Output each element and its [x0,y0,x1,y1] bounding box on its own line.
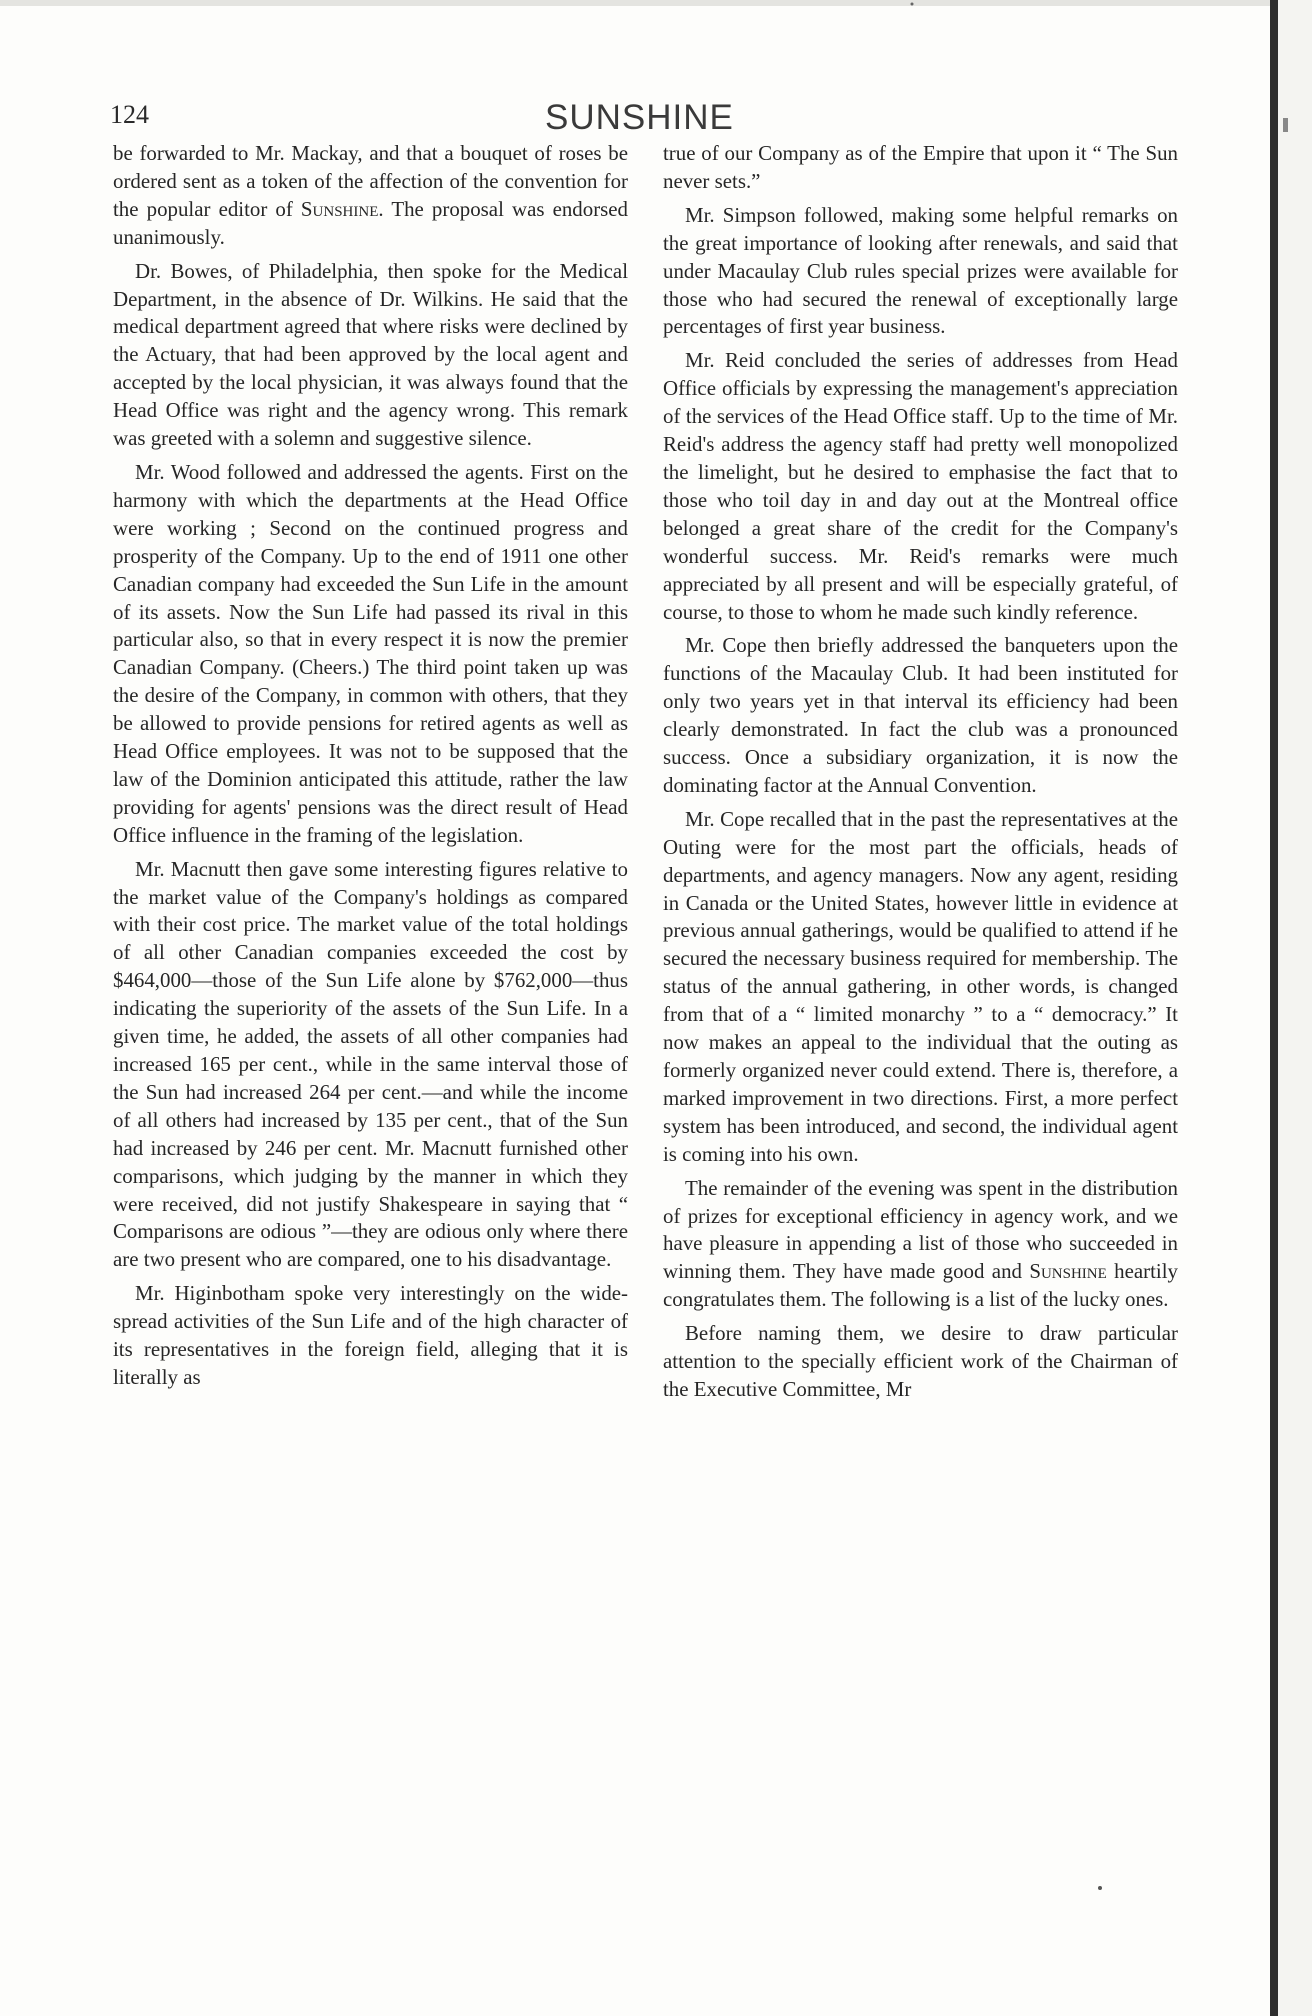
paragraph: Dr. Bowes, of Philadelphia, then spoke for the Medical Department, in the absence of Dr. Wilkins. He said that the medical department agreed that where risks were declined by the Actuary, that had been approved by the local agent and accepted by the local physician, it was always found that the Head Office was right and the agency wrong. This remark was greeted with a solemn and suggestive silence. [113,258,628,451]
paragraph: be forwarded to Mr. Mackay, and that a bouquet of roses be ordered sent as a token of the affection of the convention for the popular editor of Sunshine. The proposal was endorsed unanimously. [113,141,628,249]
paragraph: Mr. Higinbotham spoke very interestingly on the wide-spread activities of the Sun Life and of the high character of its representatives in the foreign field, alleging that it is literally as [113,1281,628,1389]
paragraph: The remainder of the evening was spent in the distribution of prizes for exceptional efficiency in agency work, and we have pleasure in appending a list of those who succeeded in winning them. They have made good and Sunshine heartily congratulates them. The following is a list of the lucky ones. [663,1175,1178,1312]
paragraph: Mr. Wood followed and addressed the agents. First on the harmony with which the departments at the Head Office were working ; Second on the continued progress and prosperity of the Company. Up to the end of 1911 one other Canadian company had exceeded the Sun Life in the amount of its assets. Now the Sun Life had passed its rival in this particular also, so that in every respect it is now the premier Canadian Company. (Cheers.) The third point taken up was the desire of the Company, in common with others, that they be allowed to provide pensions for retired agents as well as Head Office employees. It was not to be supposed that the law of the Dominion anticipated this attitude, rather the law providing for agents' pensions was the direct result of Head Office influence in the framing of the legislation. [113,459,628,847]
running-title: SUNSHINE [545,98,734,137]
publication-name: Sunshine [300,196,379,221]
paragraph: Mr. Reid concluded the series of addresses from Head Office officials by expressing the management's appreciation of the services of the Head Office staff. Up to the time of Mr. Reid's address the agency staff had pretty well monopolized the limelight, but he desired to emphasise the fact that to those who toil day in and day out at the Montreal office belonged a great share of the credit for the Company's wonderful success. Mr. Reid's remarks were much appreciated by all present and will be especially grateful, of course, to those to whom he made such kindly reference. [663,348,1178,624]
page-number: 124 [110,100,149,129]
paragraph: Mr. Cope then briefly addressed the banqueters upon the functions of the Macaulay Club. It had been instituted for only two years yet in that interval its efficiency had been clearly demonstrated. In fact the club was a pronounced success. Once a subsidiary organization, it is now the dominating factor at the Annual Convention. [663,633,1178,797]
paragraph: true of our Company as of the Empire that upon it “ The Sun never sets.” [663,141,1178,193]
paragraph: Mr. Macnutt then gave some interesting figures relative to the market value of the Company's holdings as compared with their cost price. The market value of the total holdings of all other Canadian companies exceeded the cost by $464,000—those of the Sun Life alone by $762,000—thus indicating the superiority of the assets of the Sun Life. In a given time, he added, the assets of all other companies had increased 165 per cent., while in the same interval those of the Sun had increased 264 per cent.—and while the income of all others had increased by 135 per cent., that of the Sun had increased by 246 per cent. Mr. Macnutt furnished other comparisons, which judging by the manner in which they were received, did not justify Shakespeare in saying that “ Comparisons are odious ”—they are odious only where there are two present who are compared, one to his disadvantage. [113,856,628,1272]
dust-speck [1098,1886,1102,1890]
paragraph: Before naming them, we desire to draw particular attention to the specially efficient work of the Chairman of the Executive Committee, Mr [663,1321,1178,1401]
dust-speck [911,3,914,6]
paragraph: Mr. Simpson followed, making some helpful remarks on the great importance of looking after renewals, and said that under Macaulay Club rules special prizes were available for those who had secured the renewal of exceptionally large percentages of first year business. [663,202,1178,339]
adjacent-page-mark [1283,118,1288,132]
paragraph: Mr. Cope recalled that in the past the representatives at the Outing were for the most part the officials, heads of departments, and agency managers. Now any agent, residing in Canada or the United States, however little in evidence at previous annual gatherings, would be qualified to attend if he secured the necessary business required for membership. The status of the annual gathering, in other words, is changed from that of a “ limited monarchy ” to a “ democracy.” It now makes an appeal to the individual that the outing as formerly organized never could extend. There is, therefore, a marked improvement in two directions. First, a more perfect system has been introduced, and second, the individual agent is coming into his own. [663,806,1178,1166]
publication-name: Sunshine [1029,1259,1107,1284]
